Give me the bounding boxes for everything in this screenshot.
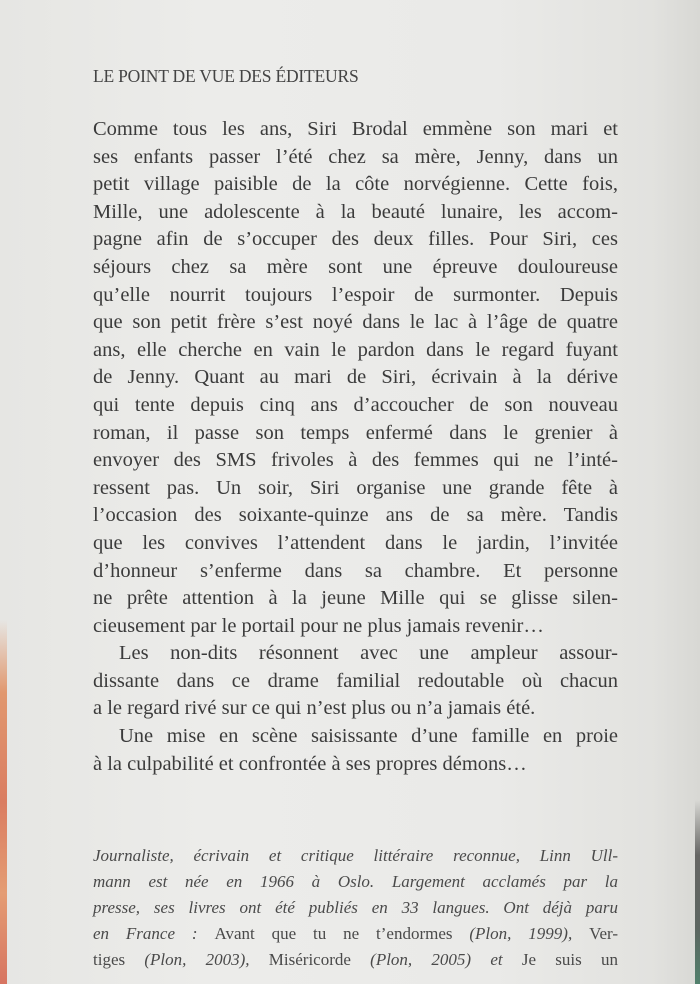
summary-line: dissante dans ce drame familial redoutable où chacun [93,669,618,692]
summary-line: séjours chez sa mère sont une épreuve douloureuse [93,255,618,278]
bio-text: (Plon, 1999), [452,924,590,943]
bio-text: mann est née en 1966 à Oslo. Largement acclamés par la [93,872,618,891]
bio-text: en France : [93,924,215,943]
summary-line: que son petit frère s’est noyé dans le lac à l’âge de quatre [93,311,618,334]
summary-line: Les non-dits résonnent avec une ampleur assour- [119,642,618,665]
bio-text: (Plon, 2003), [125,950,269,969]
summary-line: roman, il passe son temps enfermé dans le grenier à [93,421,618,444]
summary-line: pagne afin de s’occuper des deux filles. Pour Siri, ces [93,228,618,251]
summary-line: Une mise en scène saisissante d’une famille en proie [119,725,618,748]
book-title: Ver- [589,924,618,943]
bio-line [93,895,618,921]
summary-line: cieusement par le portail pour ne plus jamais revenir… [93,614,544,637]
book-title: tiges [93,950,126,969]
summary-line: l’occasion des soixante-quinze ans de sa mère. Tandis [93,504,618,527]
summary-line: ne prête attention à la jeune Mille qui se glisse silen- [93,587,618,610]
section-heading: LE POINT DE VUE DES ÉDITEURS [93,66,359,86]
summary-line: ses enfants passer l’été chez sa mère, Jenny, dans un [93,145,618,168]
summary-text [93,116,618,778]
cover-edge-right [695,800,700,984]
summary-line: que les convives l’attendent dans le jardin, l’invitée [93,531,618,554]
bio-line [93,843,618,869]
bio-text: (Plon, 2005) [350,950,491,969]
summary-line: qui tente depuis cinq ans d’accoucher de son nouveau [93,393,618,416]
book-title: Avant que tu ne t’endormes [214,924,453,943]
bio-line [93,869,618,895]
bio-text: et [490,950,503,969]
summary-line: de Jenny. Quant au mari de Siri, écrivain à la dérive [93,366,618,389]
bio-line [93,947,618,973]
book-title: Je suis un [502,950,618,969]
bio-line [93,921,618,947]
summary-line: à la culpabilité et confrontée à ses propres démons… [93,752,527,775]
summary-line: Comme tous les ans, Siri Brodal emmène son mari et [93,118,618,140]
book-title: Miséricorde [268,950,351,969]
cover-edge-left [0,620,7,984]
summary-line: a le regard rivé sur ce qui n’est plus ou n’a jamais été. [93,697,536,720]
summary-line: ressent pas. Un soir, Siri organise une grande fête à [93,476,618,499]
summary-line: petit village paisible de la côte norvégienne. Cette fois, [93,173,618,196]
summary-line: Mille, une adolescente à la beauté lunaire, les accom- [93,200,618,223]
summary-line: envoyer des SMS frivoles à des femmes qui ne l’inté- [93,449,618,472]
summary-line: ans, elle cherche en vain le pardon dans le regard fuyant [93,338,618,361]
bio-text: presse, ses livres ont été publiés en 33 langues. Ont déjà paru [93,898,618,917]
author-bio [93,843,618,973]
bio-text: Journaliste, écrivain et critique littéraire reconnue, Linn Ull- [93,846,618,865]
summary-line: qu’elle nourrit toujours l’espoir de surmonter. Depuis [93,283,618,306]
summary-line: d’honneur s’enferme dans sa chambre. Et personne [93,559,618,582]
